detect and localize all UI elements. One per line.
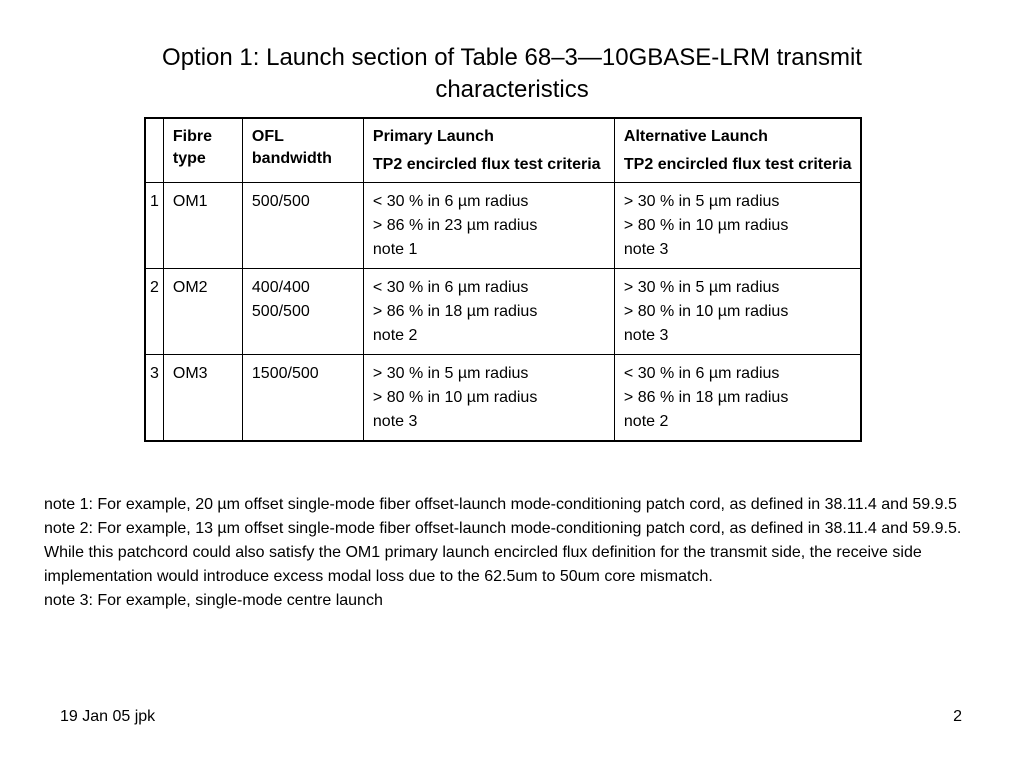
alternative-criterion-1: > 30 % in 5 µm radius — [623, 193, 780, 210]
table-header-row — [145, 118, 861, 183]
table-row — [145, 269, 861, 355]
header-primary-launch-title: Primary Launch — [372, 128, 494, 145]
slide-title-line-1: Option 1: Launch section of Table 68–3—10GBASE-LRM transmit — [162, 44, 862, 71]
ofl-bandwidth-cell — [242, 183, 363, 269]
alternative-launch-cell — [614, 355, 861, 442]
alternative-note-ref: note 3 — [623, 241, 669, 258]
slide-title-line-2: characteristics — [435, 76, 589, 103]
primary-criterion-1: < 30 % in 6 µm radius — [372, 193, 529, 210]
primary-launch-cell — [363, 269, 614, 355]
header-alternative-launch-criteria: TP2 encircled flux test criteria — [623, 156, 852, 173]
header-cell-ofl-bandwidth: OFL bandwidth — [242, 118, 363, 183]
alternative-criterion-1: < 30 % in 6 µm radius — [623, 365, 780, 382]
alternative-criterion-2: > 80 % in 10 µm radius — [623, 217, 789, 234]
ofl-bandwidth-value: 500/500 — [251, 303, 310, 320]
ofl-bandwidth-value: 400/400 — [251, 279, 310, 296]
fibre-type-cell: OM1 — [163, 183, 242, 269]
page-number: 2 — [953, 708, 962, 725]
footer-date-author: 19 Jan 05 jpk — [60, 708, 156, 725]
primary-note-ref: note 2 — [372, 327, 418, 344]
alternative-criterion-1: > 30 % in 5 µm radius — [623, 279, 780, 296]
header-cell-alternative-launch — [614, 118, 861, 183]
slide-title — [60, 42, 964, 106]
primary-note-ref: note 1 — [372, 241, 418, 258]
alternative-criterion-2: > 80 % in 10 µm radius — [623, 303, 789, 320]
alternative-criterion-2: > 86 % in 18 µm radius — [623, 389, 789, 406]
ofl-bandwidth-cell — [242, 269, 363, 355]
footnotes — [44, 493, 974, 613]
header-cell-fibre-type: Fibre type — [163, 118, 242, 183]
primary-note-ref: note 3 — [372, 413, 418, 430]
ofl-bandwidth-cell — [242, 355, 363, 442]
footnote-1: note 1: For example, 20 µm offset single-mode fiber offset-launch mode-conditioning patch cord, as defined in 38.11.4 and 59.9.5 — [44, 496, 957, 513]
header-alternative-launch-title: Alternative Launch — [623, 128, 768, 145]
fibre-type-cell: OM2 — [163, 269, 242, 355]
ofl-bandwidth-value: 1500/500 — [251, 365, 319, 382]
table-row — [145, 355, 861, 442]
ofl-bandwidth-value: 500/500 — [251, 193, 310, 210]
primary-criterion-1: < 30 % in 6 µm radius — [372, 279, 529, 296]
alternative-launch-cell — [614, 183, 861, 269]
transmit-characteristics-table — [144, 117, 862, 442]
alternative-launch-cell — [614, 269, 861, 355]
primary-criterion-2: > 86 % in 23 µm radius — [372, 217, 538, 234]
footnote-3: note 3: For example, single-mode centre launch — [44, 592, 383, 609]
fibre-type-cell: OM3 — [163, 355, 242, 442]
primary-criterion-1: > 30 % in 5 µm radius — [372, 365, 529, 382]
table-row — [145, 183, 861, 269]
header-primary-launch-criteria: TP2 encircled flux test criteria — [372, 156, 601, 173]
footnote-2: note 2: For example, 13 µm offset single-mode fiber offset-launch mode-conditioning patch cord, as defined in 38.11.4 and 59.9.5. While this patchcord could also satisfy the OM1 primary launch encircled flux definition for the transmit side, the receive side implementation would introduce excess modal loss due to the 62.5um to 50um core mismatch. — [44, 520, 962, 585]
header-cell-primary-launch — [363, 118, 614, 183]
row-number-cell: 1 — [145, 183, 163, 269]
row-number-cell: 2 — [145, 269, 163, 355]
primary-criterion-2: > 80 % in 10 µm radius — [372, 389, 538, 406]
primary-launch-cell — [363, 183, 614, 269]
primary-criterion-2: > 86 % in 18 µm radius — [372, 303, 538, 320]
row-number-cell: 3 — [145, 355, 163, 442]
header-cell-number — [145, 118, 163, 183]
alternative-note-ref: note 3 — [623, 327, 669, 344]
alternative-note-ref: note 2 — [623, 413, 669, 430]
primary-launch-cell — [363, 355, 614, 442]
